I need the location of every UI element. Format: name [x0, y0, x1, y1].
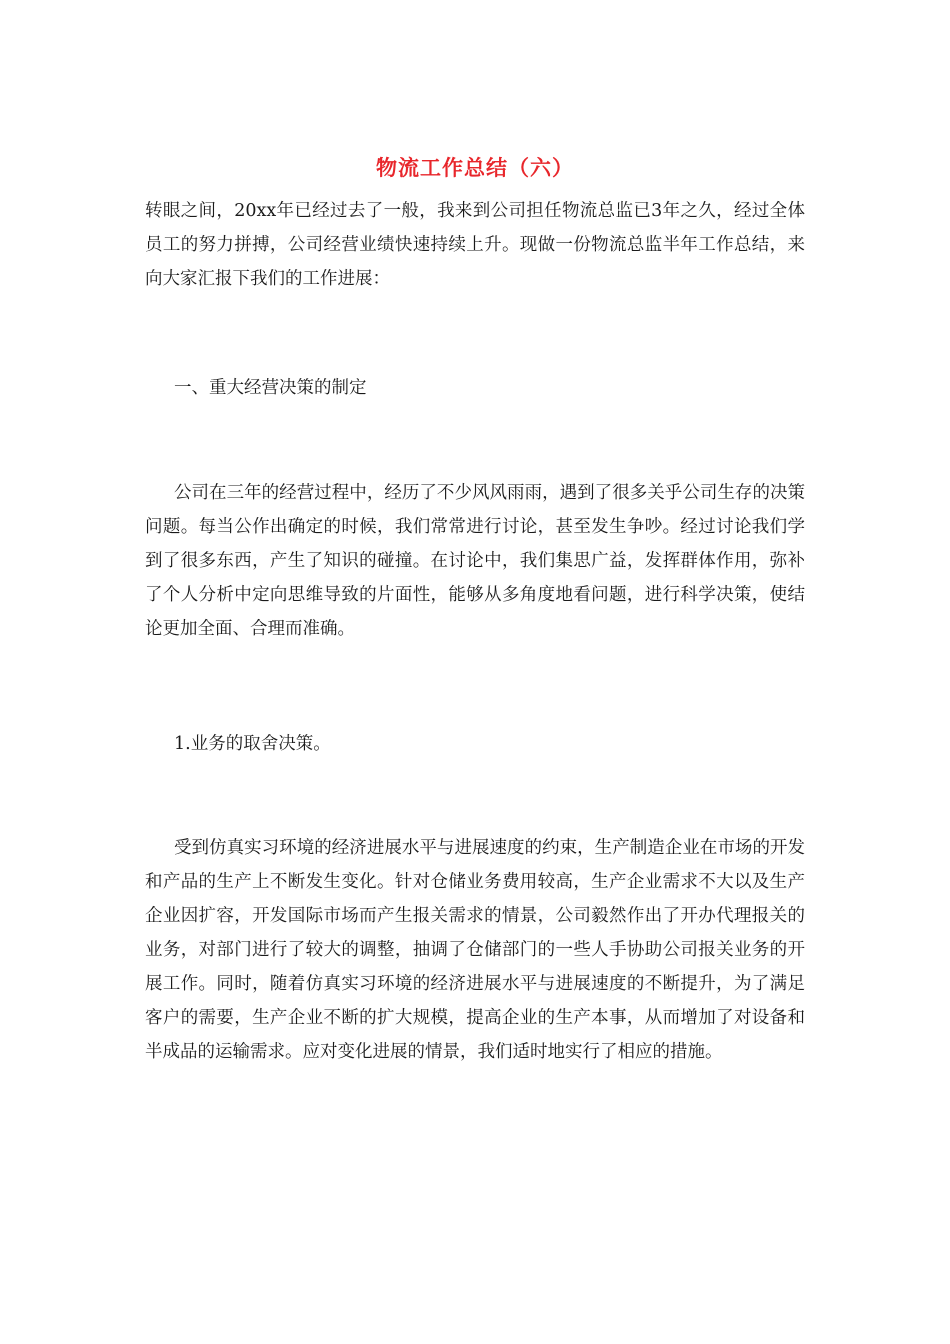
body-paragraph: 受到仿真实习环境的经济进展水平与进展速度的约束，生产制造企业在市场的开发和产品的生产上不断发生变化。针对仓储业务费用较高，生产企业需求不大以及生产企业因扩容，开发国际市场而产生报关需求的情景，公司毅然作出了开办代理报关的业务，对部门进行了较大的调整，抽调了仓储部门的一些人手协助公司报关业务的开展工作。同时，随着仿真实习环境的经济进展水平与进展速度的不断提升，为了满足客户的需要，生产企业不断的扩大规模，提高企业的生产本事，从而增加了对设备和半成品的运输需求。应对变化进展的情景，我们适时地实行了相应的措施。 [145, 838, 805, 1062]
body-paragraph: 公司在三年的经营过程中，经历了不少风风雨雨，遇到了很多关乎公司生存的决策问题。每当公作出确定的时候，我们常常进行讨论，甚至发生争吵。经过讨论我们学到了很多东西，产生了知识的碰撞。在讨论中，我们集思广益，发挥群体作用，弥补了个人分析中定向思维导致的片面性，能够从多角度地看问题，进行科学决策，使结论更加全面、合理而准确。 [145, 483, 805, 639]
section-heading: 一、重大经营决策的制定 [174, 378, 367, 398]
intro-paragraph: 转眼之间，20xx年已经过去了一般，我来到公司担任物流总监已3年之久，经过全体员工的努力拼搏，公司经营业绩快速持续上升。现做一份物流总监半年工作总结，来向大家汇报下我们的工作进展： [145, 201, 805, 289]
document-title: 物流工作总结（六） [376, 155, 574, 180]
subsection-heading: 1.业务的取舍决策。 [174, 734, 331, 754]
